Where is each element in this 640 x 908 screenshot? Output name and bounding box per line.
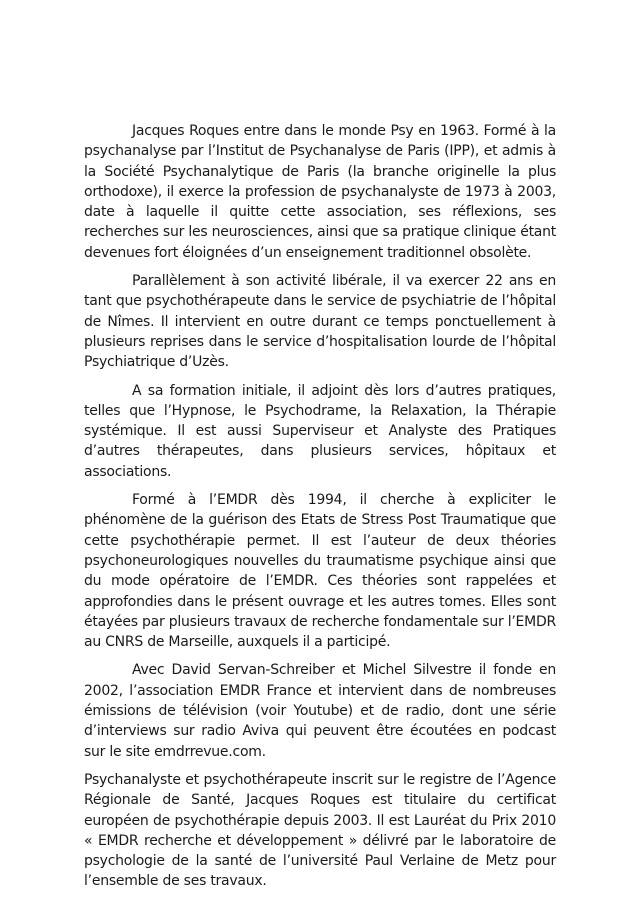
paragraph-6: Psychanalyste et psychothérapeute inscrit sur le registre de l’Agence Régionale de Santé, Jacques Roques est titulaire du certificat européen de psychothérapie depuis 2003. Il est Lauréat du Prix 2010 « EMDR recherche et développement » délivré par le laboratoire de psychologie de la santé de l’université Paul Verlaine de Metz pour l’ensemble de ses travaux. — [84, 771, 556, 890]
paragraph-2: Parallèlement à son activité libérale, il va exercer 22 ans en tant que psychothérapeute dans le service de psychiatrie de l’hôpital de Nîmes. Il intervient en outre durant ce temps ponctuellement à plusieurs reprises dans le service d’hospitalisation lourde de l’hôpital Psychiatrique d’Uzès. — [84, 273, 556, 371]
paragraph-1: Jacques Roques entre dans le monde Psy en 1963. Formé à la psychanalyse par l’Institut de Psychanalyse de Paris (IPP), et admis à la Société Psychanalytique de Paris (la branche originelle la plus orthodoxe), il exerce la profession de psychanalyste de 1973 à 2003, date à laquelle il quitte cette association, ses réflexions, ses recherches sur les neurosciences, ainsi que sa pratique clinique étant devenues fort éloignées d’un enseignement traditionnel obsolète. — [84, 123, 556, 261]
paragraph-5: Avec David Servan-Schreiber et Michel Silvestre il fonde en 2002, l’association EMDR France et intervient dans de nombreuses émissions de télévision (voir Youtube) et de radio, dont une série d’interviews sur radio Aviva qui peuvent être écoutées en podcast sur le site emdrrevue.com. — [84, 662, 556, 760]
paragraph-4: Formé à l’EMDR dès 1994, il cherche à expliciter le phénomène de la guérison des Etats de Stress Post Traumatique que cette psychothérapie permet. Il est l’auteur de deux théories psychoneurologiques nouvelles du traumatisme psychique ainsi que du mode opératoire de l’EMDR. Ces théories sont rappelées et approfondies dans le présent ouvrage et les autres tomes. Elles sont étayées par plusieurs travaux de recherche fondamentale sur l’EMDR au CNRS de Marseille, auxquels il a participé. — [84, 492, 556, 651]
paragraph-3: A sa formation initiale, il adjoint dès lors d’autres pratiques, telles que l’Hypnose, le Psychodrame, la Relaxation, la Thérapie systémique. Il est aussi Superviseur et Analyste des Pratiques d’autres thérapeutes, dans plusieurs services, hôpitaux et associations. — [84, 382, 556, 480]
document-page — [84, 121, 556, 900]
